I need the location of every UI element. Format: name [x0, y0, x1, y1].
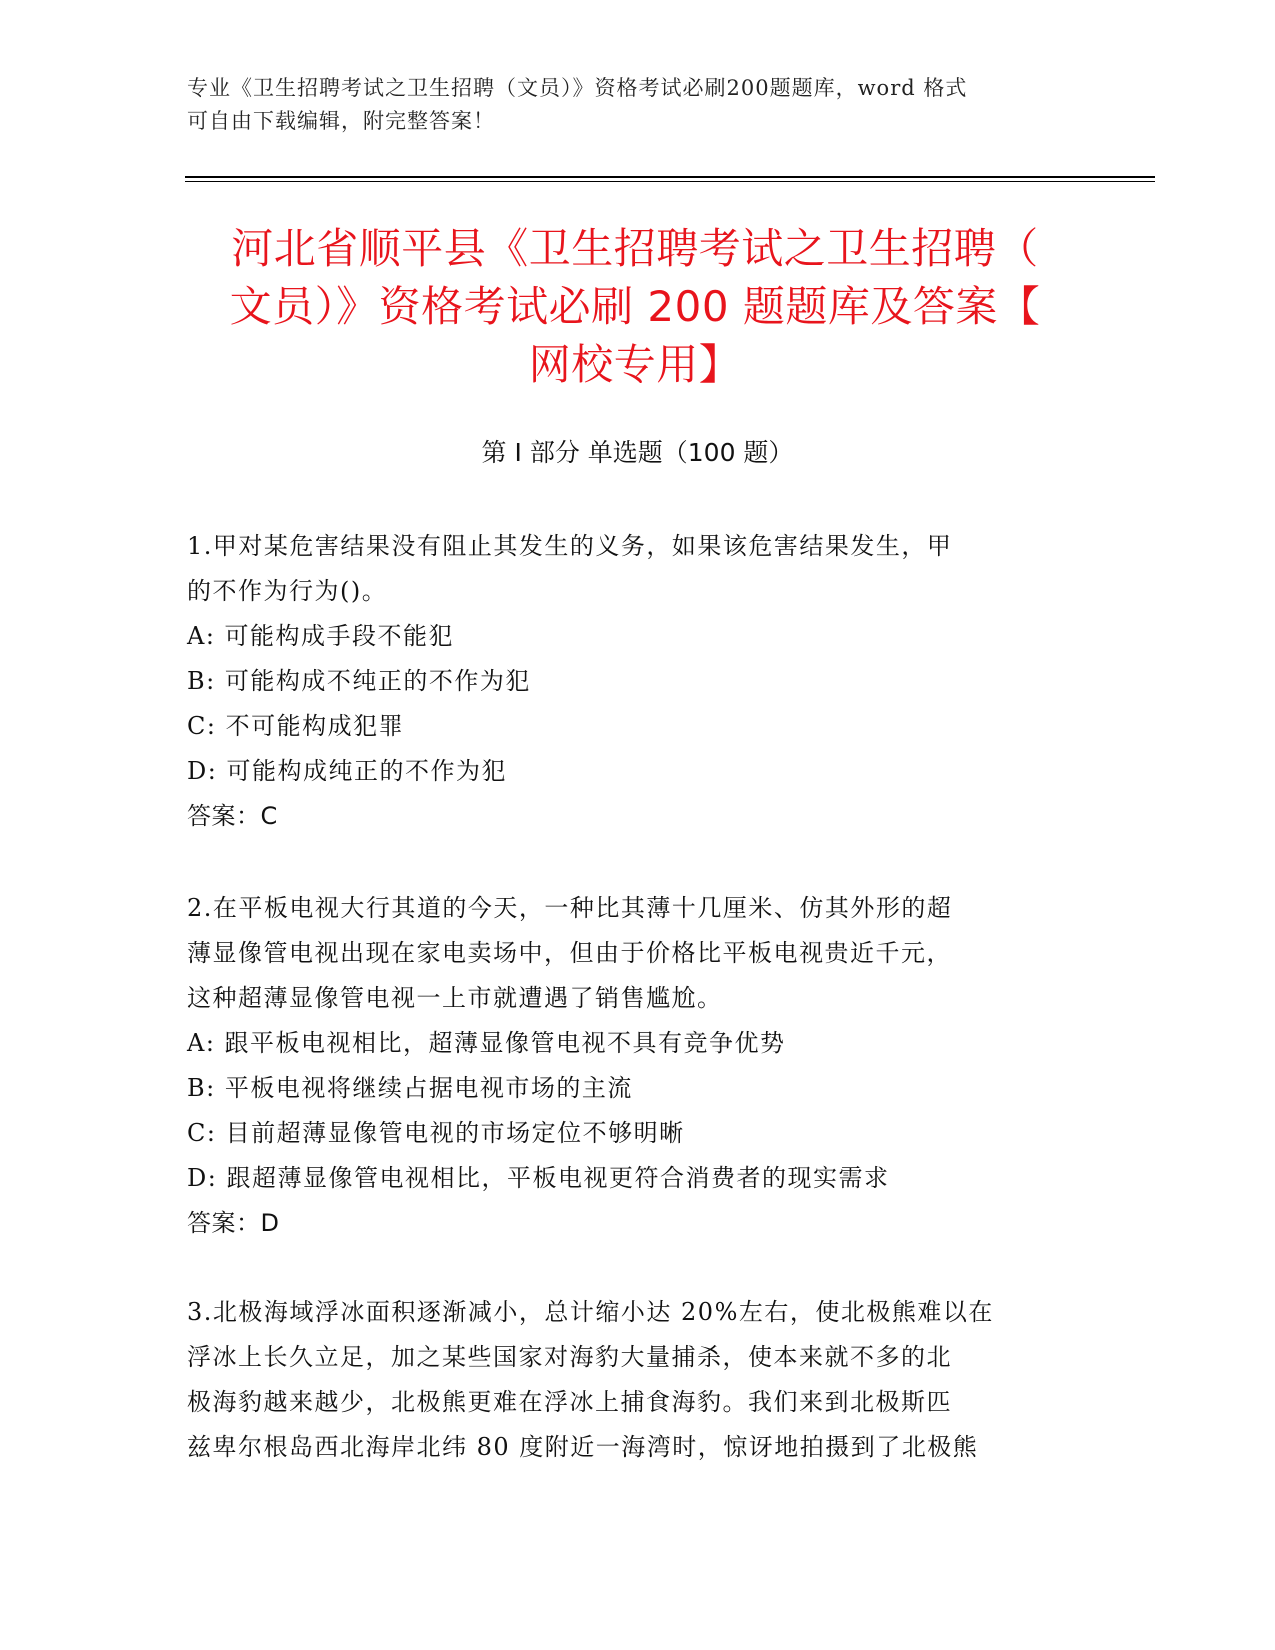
question-stem-line: 这种超薄显像管电视一上市就遭遇了销售尴尬。 — [187, 984, 723, 1012]
header-note — [187, 72, 1067, 138]
header-note-line: 可自由下载编辑，附完整答案！ — [187, 109, 495, 133]
option-a: A: 跟平板电视相比，超薄显像管电视不具有竞争优势 — [187, 1029, 786, 1057]
question-2 — [187, 886, 1067, 1246]
question-stem-line: 2.在平板电视大行其道的今天，一种比其薄十几厘米、仿其外形的超 — [187, 894, 953, 922]
title-line: 网校专用】 — [528, 340, 742, 389]
question-1 — [187, 524, 1067, 839]
option-a: A: 可能构成手段不能犯 — [187, 622, 455, 650]
question-3 — [187, 1290, 1067, 1470]
question-stem-line: 兹卑尔根岛西北海岸北纬 80 度附近一海湾时，惊讶地拍摄到了北极熊 — [187, 1433, 979, 1461]
option-c: C: 目前超薄显像管电视的市场定位不够明晰 — [187, 1119, 685, 1147]
answer: 答案：C — [187, 802, 278, 830]
section-heading: 第 I 部分 单选题（100 题） — [481, 438, 794, 467]
document-title — [195, 220, 1075, 394]
title-line: 河北省顺平县《卫生招聘考试之卫生招聘（ — [231, 224, 1039, 273]
option-d: D: 跟超薄显像管电视相比，平板电视更符合消费者的现实需求 — [187, 1164, 890, 1192]
header-divider-thick — [185, 176, 1155, 178]
option-b: B: 平板电视将继续占据电视市场的主流 — [187, 1074, 633, 1102]
question-stem-line: 1.甲对某危害结果没有阻止其发生的义务，如果该危害结果发生，甲 — [187, 532, 953, 560]
option-d: D: 可能构成纯正的不作为犯 — [187, 757, 507, 785]
question-stem-line: 的不作为行为()。 — [187, 577, 388, 605]
question-stem-line: 3.北极海域浮冰面积逐渐减小，总计缩小达 20%左右，使北极熊难以在 — [187, 1298, 994, 1326]
question-stem-line: 薄显像管电视出现在家电卖场中，但由于价格比平板电视贵近千元， — [187, 939, 952, 967]
option-b: B: 可能构成不纯正的不作为犯 — [187, 667, 531, 695]
header-divider-thin — [185, 181, 1155, 182]
option-c: C: 不可能构成犯罪 — [187, 712, 405, 740]
header-note-line: 专业《卫生招聘考试之卫生招聘（文员）》资格考试必刷200题题库，word 格式 — [187, 76, 968, 100]
question-stem-line: 极海豹越来越少，北极熊更难在浮冰上捕食海豹。我们来到北极斯匹 — [187, 1388, 952, 1416]
question-stem-line: 浮冰上长久立足，加之某些国家对海豹大量捕杀，使本来就不多的北 — [187, 1343, 952, 1371]
title-line: 文员）》资格考试必刷 200 题题库及答案【 — [229, 282, 1041, 331]
answer: 答案：D — [187, 1209, 280, 1237]
